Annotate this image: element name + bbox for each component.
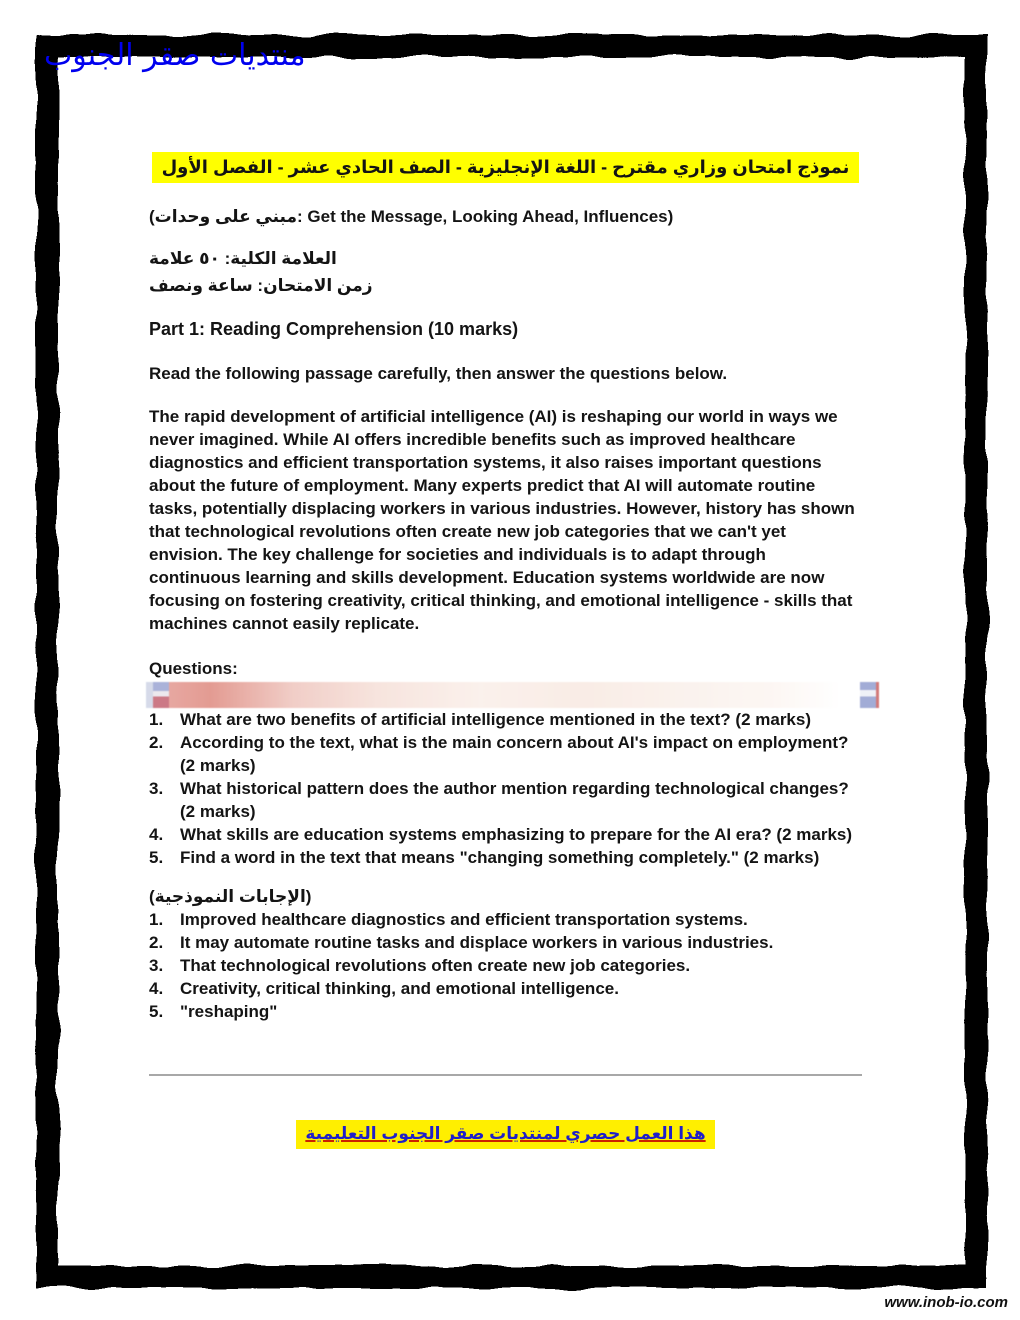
answer-number: 1.	[149, 910, 164, 929]
answer-item	[149, 954, 862, 977]
faded-watermark-image-strip	[146, 682, 879, 708]
answer-item	[149, 977, 862, 1000]
exam-title-highlight: نموذج امتحان وزاري مقترح - اللغة الإنجليزية - الصف الحادي عشر - الفصل الأول	[152, 152, 860, 183]
exam-title-row	[149, 152, 862, 183]
reading-passage: The rapid development of artificial intelligence (AI) is reshaping our world in ways we never imagined. While AI offers incredible benefits such as improved healthcare diagnostics and efficient transportation systems, it also raises important questions about the future of employment. Many experts predict that AI will automate routine tasks, potentially displacing workers in various industries. However, history has shown that technological revolutions often create new job categories that we can't yet envision. The key challenge for societies and individuals is to adapt through continuous learning and skills development. Education systems worldwide are now focusing on fostering creativity, critical thinking, and emotional intelligence - skills that machines cannot easily replicate.	[149, 407, 855, 633]
watermark-url: www.inob-io.com	[884, 1294, 1008, 1311]
question-text: What skills are education systems emphasizing to prepare for the AI era? (2 marks)	[180, 825, 853, 844]
reading-instruction: Read the following passage carefully, then answer the questions below.	[149, 364, 728, 383]
footer-exclusive-text: هذا العمل حصري لمنتديات صقر الجنوب التعليمية	[296, 1120, 714, 1149]
strip-left-sliver	[146, 682, 153, 708]
question-text: What historical pattern does the author mention regarding technological changes? (2 marks)	[180, 779, 849, 821]
answers-label: (الإجابات النموذجية)	[149, 887, 312, 906]
question-number: 3.	[149, 779, 164, 798]
question-item	[149, 731, 862, 777]
question-number: 1.	[149, 710, 164, 729]
exam-time-line: زمن الامتحان: ساعة ونصف	[149, 276, 373, 295]
question-item	[149, 708, 862, 731]
units-line: (مبني على وحدات: Get the Message, Looking Ahead, Influences)	[149, 207, 674, 226]
answer-text: That technological revolutions often create new job categories.	[180, 956, 691, 975]
questions-list	[149, 708, 862, 869]
answer-number: 2.	[149, 933, 164, 952]
question-item	[149, 777, 862, 823]
question-text: Find a word in the text that means "changing something completely." (2 marks)	[180, 848, 820, 867]
part1-heading: Part 1: Reading Comprehension (10 marks)	[149, 319, 519, 339]
answer-item	[149, 1000, 862, 1023]
footer-row	[149, 1120, 862, 1149]
answer-item	[149, 908, 862, 931]
strip-right-sliver	[876, 682, 879, 708]
exam-meta	[149, 245, 862, 299]
answer-number: 3.	[149, 956, 164, 975]
strip-red-fade	[169, 682, 860, 708]
question-number: 4.	[149, 825, 164, 844]
divider-line	[149, 1074, 862, 1076]
question-text: What are two benefits of artificial intelligence mentioned in the text? (2 marks)	[180, 710, 812, 729]
question-item	[149, 846, 862, 869]
answer-text: Creativity, critical thinking, and emotional intelligence.	[180, 979, 619, 998]
question-item	[149, 823, 862, 846]
answer-number: 4.	[149, 979, 164, 998]
document-content	[149, 148, 862, 1149]
questions-heading: Questions:	[149, 659, 238, 678]
answer-number: 5.	[149, 1002, 164, 1021]
site-header-text: منتديات صقر الجنوب	[44, 38, 306, 73]
question-number: 5.	[149, 848, 164, 867]
strip-left-logo-patch	[153, 682, 169, 708]
answer-text: "reshaping"	[180, 1002, 278, 1021]
answers-list	[149, 908, 862, 1023]
question-number: 2.	[149, 733, 164, 752]
strip-right-logo-patch	[860, 682, 876, 708]
question-text: According to the text, what is the main concern about AI's impact on employment? (2 marks)	[180, 733, 849, 775]
answer-item	[149, 931, 862, 954]
answer-text: It may automate routine tasks and displace workers in various industries.	[180, 933, 774, 952]
answer-text: Improved healthcare diagnostics and efficient transportation systems.	[180, 910, 748, 929]
total-mark-line: العلامة الكلية: ٥٠ علامة	[149, 249, 337, 268]
